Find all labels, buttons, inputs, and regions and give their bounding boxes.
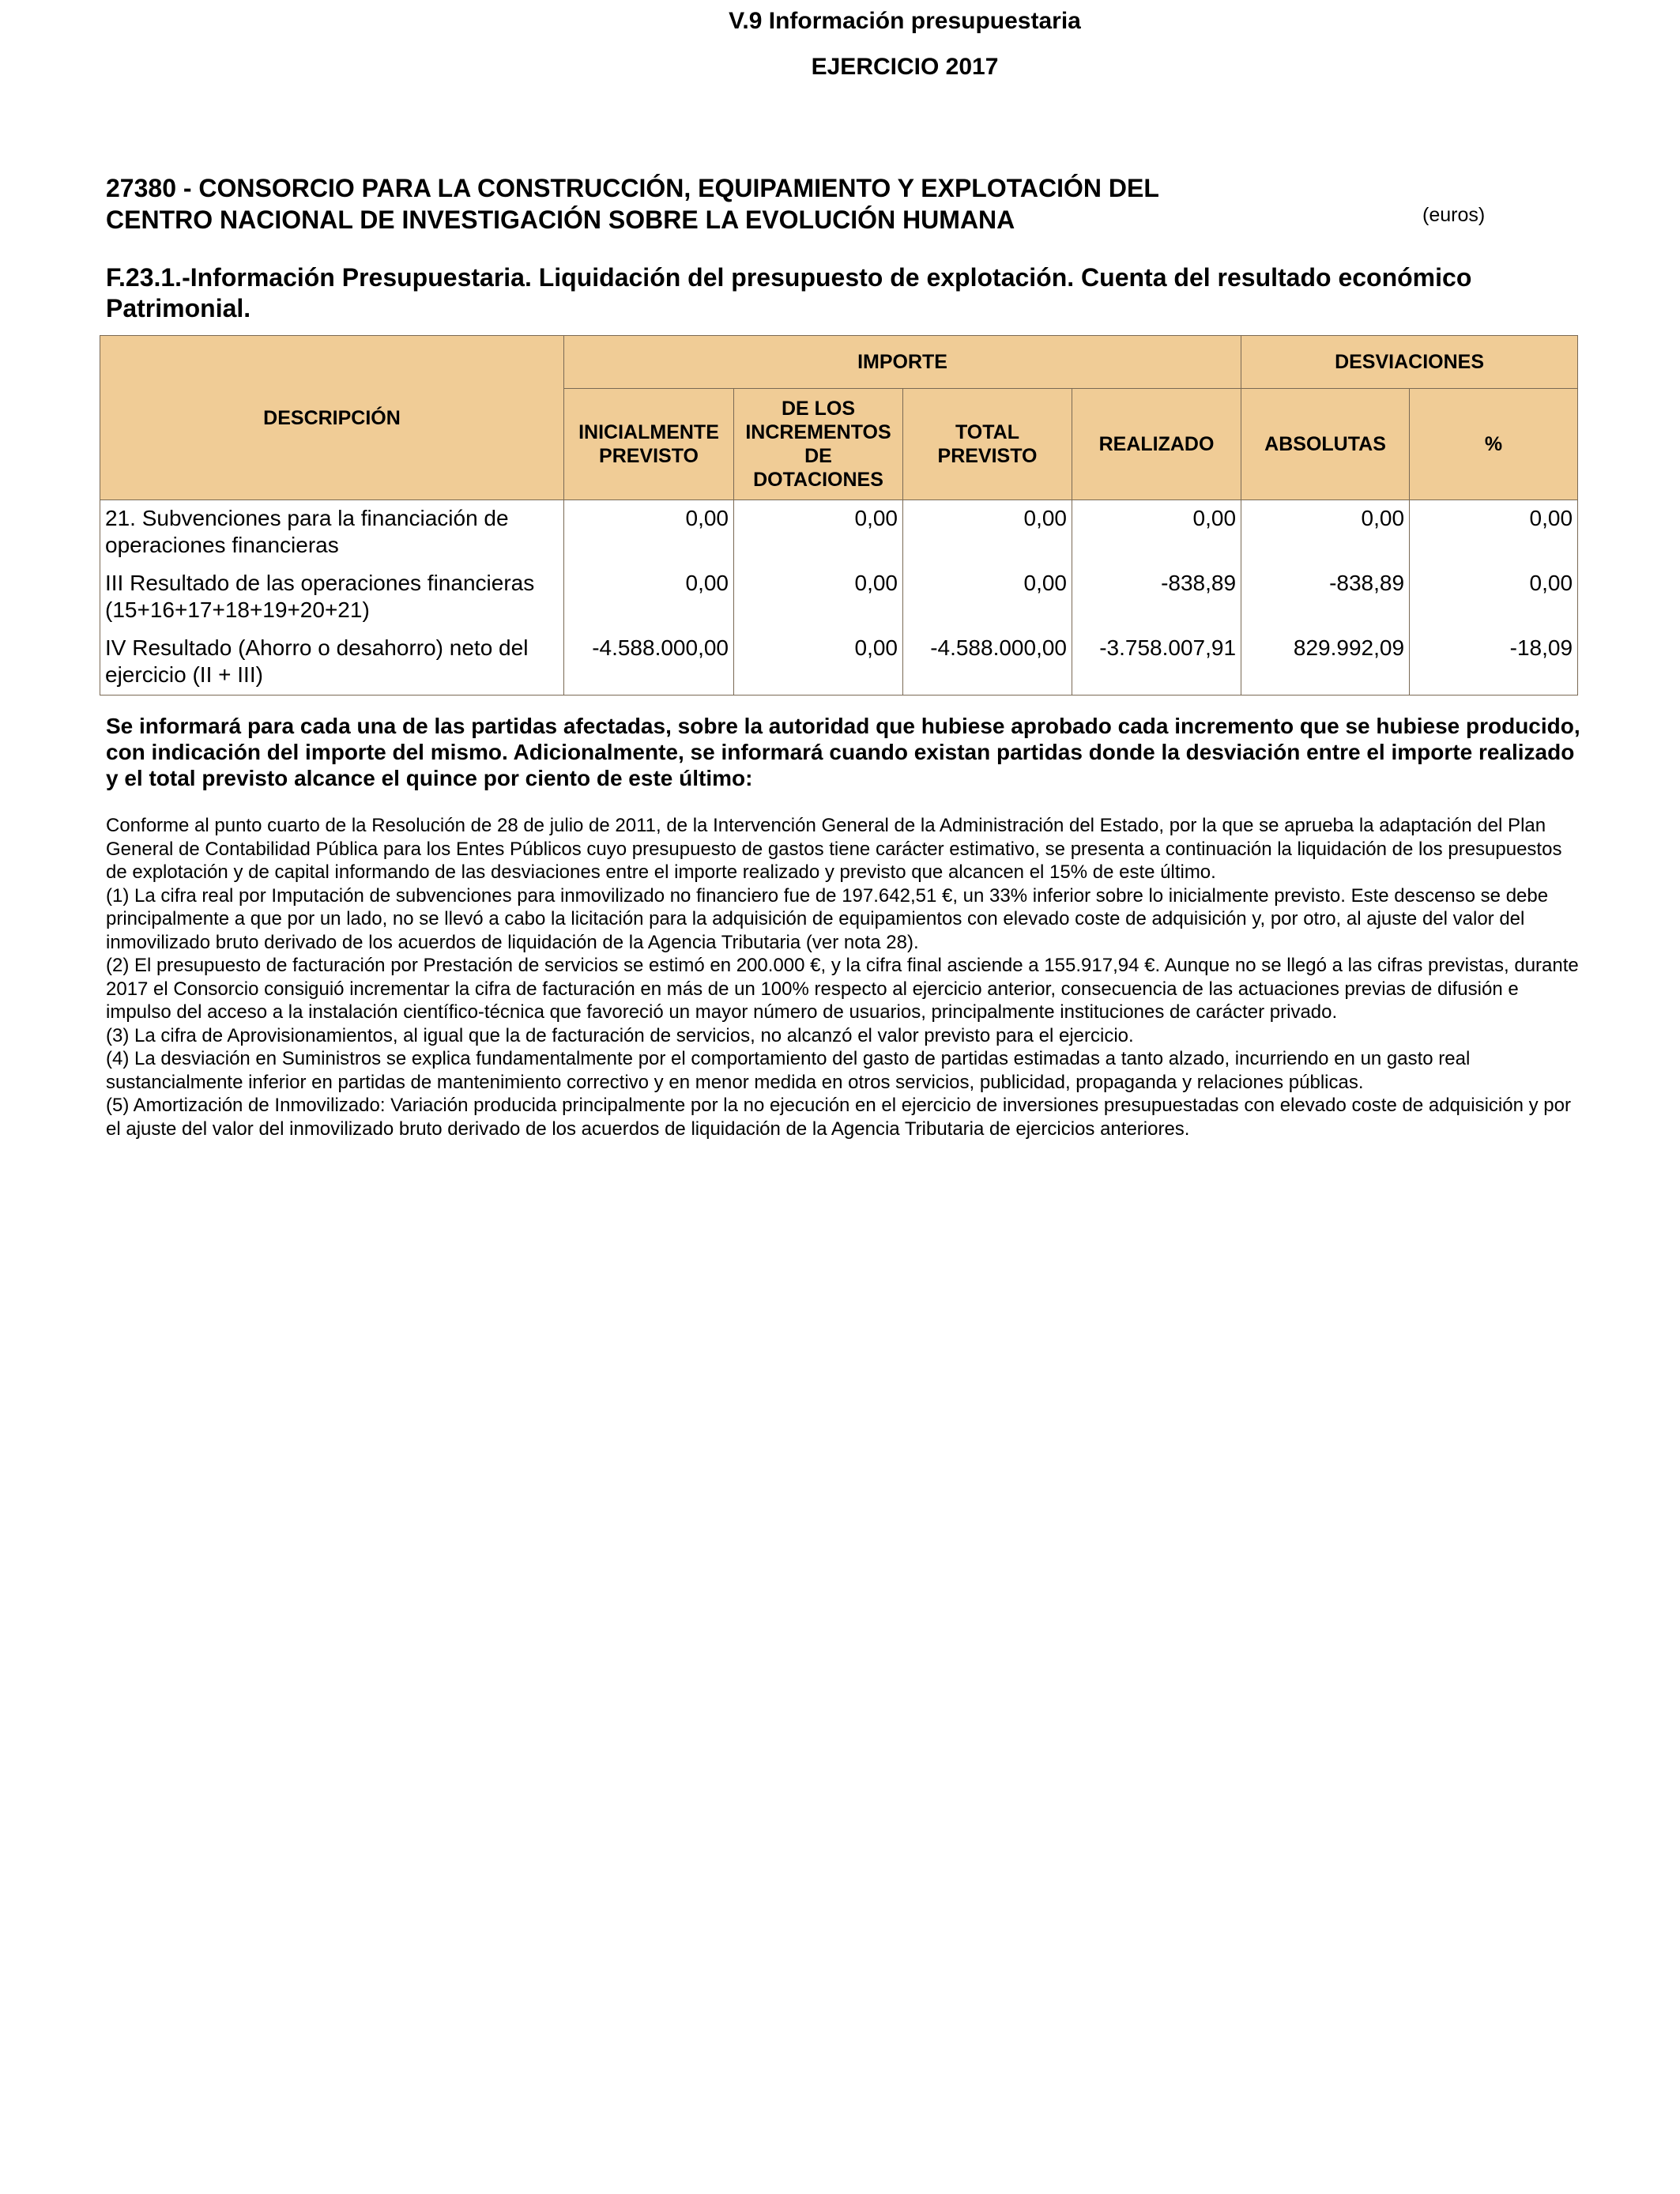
row-description: IV Resultado (Ahorro o desahorro) neto del ejercicio (II + III) xyxy=(100,630,564,696)
table-row xyxy=(100,500,1578,566)
section-title: F.23.1.-Información Presupuestaria. Liquidación del presupuesto de explotación. Cuenta del resultado económico Patrimonial. xyxy=(106,263,1472,322)
cell-incrementos: 0,00 xyxy=(734,630,903,696)
col-header-descripcion: DESCRIPCIÓN xyxy=(100,336,564,500)
explanatory-notes xyxy=(106,814,1584,1140)
cell-incrementos: 0,00 xyxy=(734,500,903,566)
cell-total: -4.588.000,00 xyxy=(903,630,1072,696)
table-row xyxy=(100,565,1578,630)
cell-realizado: 0,00 xyxy=(1072,500,1241,566)
cell-absolutas: -838,89 xyxy=(1241,565,1410,630)
note-paragraph: (1) La cifra real por Imputación de subvenciones para inmovilizado no financiero fue de 197.642,51 €, un 33% inferior sobre lo inicialmente previsto. Este descenso se debe principalmente a que por un lado, no se llevó a cabo la licitación para la adquisición de equipamientos con elevado coste de adquisición y, por otro, al ajuste del valor del inmovilizado bruto derivado de los acuerdos de liquidación de la Agencia Tributaria (ver nota 28). xyxy=(106,884,1549,953)
group-header-desviaciones: DESVIACIONES xyxy=(1241,336,1578,389)
cell-inicial: 0,00 xyxy=(564,500,734,566)
row-description: 21. Subvenciones para la financiación de operaciones financieras xyxy=(100,500,564,566)
cell-realizado: -3.758.007,91 xyxy=(1072,630,1241,696)
cell-incrementos: 0,00 xyxy=(734,565,903,630)
cell-pct: 0,00 xyxy=(1410,500,1578,566)
instruction-note: Se informará para cada una de las partidas afectadas, sobre la autoridad que hubiese aprobado cada incremento que se hubiese producido, con indicación del importe del mismo. Adicionalmente, se informará cuando existan partidas donde la desviación entre el importe realizado y el total previsto alcance el quince por ciento de este último: xyxy=(106,714,1580,790)
cell-absolutas: 829.992,09 xyxy=(1241,630,1410,696)
cell-pct: 0,00 xyxy=(1410,565,1578,630)
note-paragraph: (3) La cifra de Aprovisionamientos, al igual que la de facturación de servicios, no alcanzó el valor previsto para el ejercicio. xyxy=(106,1024,1134,1046)
col-header-absolutas: ABSOLUTAS xyxy=(1241,389,1410,500)
note-paragraph: Conforme al punto cuarto de la Resolución de 28 de julio de 2011, de la Intervención General de la Administración del Estado, por la que se aprueba la adaptación del Plan General de Contabilidad Pública para los Entes Públicos cuyo presupuesto de gastos tiene carácter estimativo, se presenta a continuación la liquidación de los presupuestos de explotación y de capital informando de las desviaciones entre el importe realizado y previsto que alcancen el 15% de este último. xyxy=(106,815,1562,883)
cell-absolutas: 0,00 xyxy=(1241,500,1410,566)
cell-inicial: 0,00 xyxy=(564,565,734,630)
note-paragraph: (4) La desviación en Suministros se explica fundamentalmente por el comportamiento del gasto de partidas estimadas a tanto alzado, incurriendo en un gasto real sustancialmente inferior en partidas de mantenimiento correctivo y en menor medida en otros servicios, publicidad, propaganda y relaciones públicas. xyxy=(106,1048,1471,1093)
cell-inicial: -4.588.000,00 xyxy=(564,630,734,696)
row-description: III Resultado de las operaciones financieras (15+16+17+18+19+20+21) xyxy=(100,565,564,630)
col-header-total: TOTAL PREVISTO xyxy=(903,389,1072,500)
budget-table xyxy=(100,335,1578,696)
header-year: EJERCICIO 2017 xyxy=(811,54,999,80)
group-header-importe: IMPORTE xyxy=(564,336,1241,389)
table-row xyxy=(100,630,1578,696)
cell-total: 0,00 xyxy=(903,500,1072,566)
entity-title-line2: CENTRO NACIONAL DE INVESTIGACIÓN SOBRE LA EVOLUCIÓN HUMANA xyxy=(106,205,1015,234)
cell-realizado: -838,89 xyxy=(1072,565,1241,630)
note-paragraph: (5) Amortización de Inmovilizado: Variación producida principalmente por la no ejecución en el ejercicio de inversiones presupuestadas con elevado coste de adquisición y por el ajuste del valor del inmovilizado bruto derivado de los acuerdos de liquidación de la Agencia Tributaria de ejercicios anteriores. xyxy=(106,1095,1571,1140)
entity-title xyxy=(106,172,1449,236)
cell-pct: -18,09 xyxy=(1410,630,1578,696)
col-header-realizado: REALIZADO xyxy=(1072,389,1241,500)
entity-title-line1: 27380 - CONSORCIO PARA LA CONSTRUCCIÓN, EQUIPAMIENTO Y EXPLOTACIÓN DEL xyxy=(106,174,1159,202)
header-title: V.9 Información presupuestaria xyxy=(729,8,1081,34)
cell-total: 0,00 xyxy=(903,565,1072,630)
col-header-inicial: INICIALMENTE PREVISTO xyxy=(564,389,734,500)
note-paragraph: (2) El presupuesto de facturación por Prestación de servicios se estimó en 200.000 €, y la cifra final asciende a 155.917,94 €. Aunque no se llegó a las cifras previstas, durante 2017 el Consorcio consiguió incrementar la cifra de facturación en más de un 100% respecto al ejercicio anterior, consecuencia de las actuaciones previas de difusión e impulso del acceso a la instalación científico-técnica que favoreció un mayor número de usuarios, principalmente instituciones de carácter privado. xyxy=(106,955,1579,1023)
col-header-incrementos: DE LOS INCREMENTOS DE DOTACIONES xyxy=(734,389,903,500)
units-label: (euros) xyxy=(1422,204,1486,226)
col-header-pct: % xyxy=(1410,389,1578,500)
